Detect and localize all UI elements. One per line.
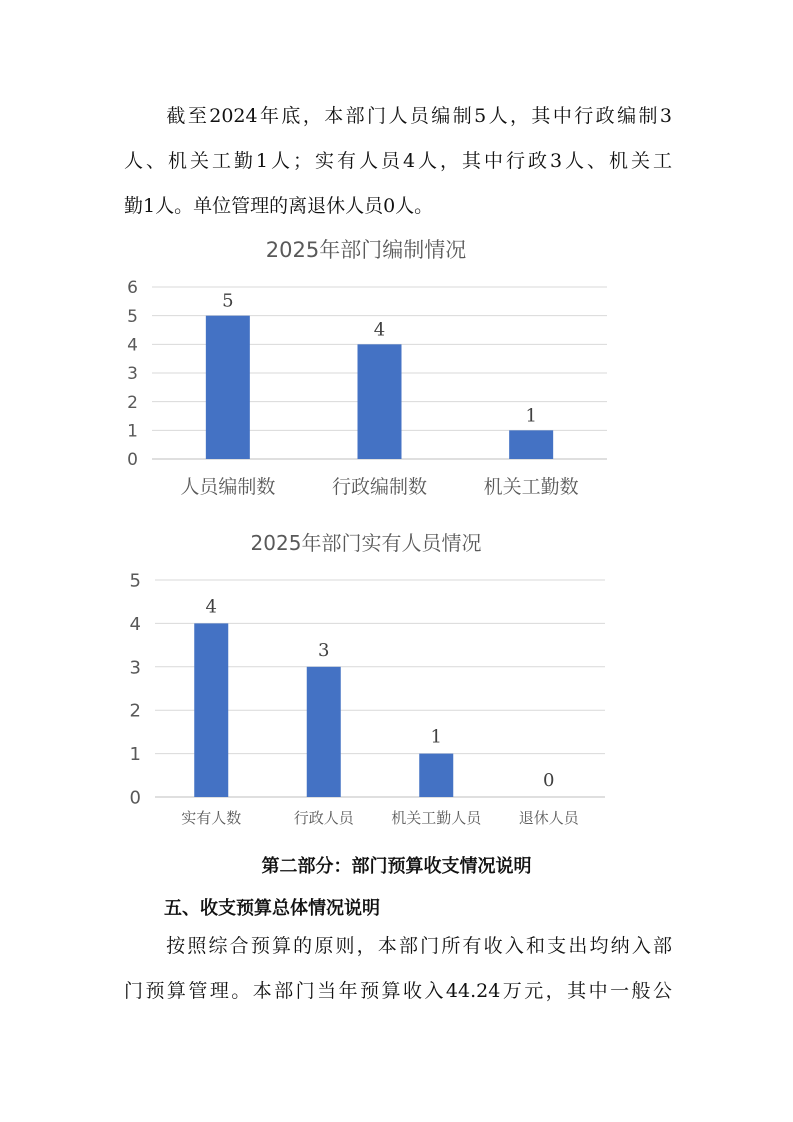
- chart-title: 2025年部门编制情况: [265, 238, 467, 262]
- intro-line-3: 勤1人。单位管理的离退休人员0人。: [124, 195, 434, 217]
- y-tick-label: 2: [129, 700, 141, 722]
- body-line-2: 门预算管理。本部门当年预算收入44.24万元，其中一般公: [124, 980, 672, 1002]
- y-tick-label: 5: [127, 306, 138, 327]
- x-tick-label: 行政编制数: [331, 476, 428, 498]
- bar: [509, 430, 553, 459]
- intro-line-1: 截至2024年底，本部门人员编制5人，其中行政编制3: [164, 105, 672, 127]
- bar: [206, 316, 250, 459]
- chart-title: 2025年部门实有人员情况: [250, 531, 482, 555]
- data-label: 3: [318, 639, 330, 661]
- bar: [358, 344, 402, 459]
- bar: [419, 754, 453, 797]
- subsection-heading: 五、收支预算总体情况说明: [164, 898, 380, 919]
- x-tick-label: 机关工勤人员: [391, 809, 482, 827]
- y-tick-label: 3: [127, 364, 138, 385]
- x-tick-label: 行政人员: [293, 809, 354, 827]
- body-line-1: 按照综合预算的原则，本部门所有收入和支出均纳入部: [164, 935, 672, 957]
- y-tick-label: 1: [129, 744, 141, 766]
- x-tick-label: 机关工勤数: [483, 476, 579, 498]
- y-tick-label: 2: [127, 392, 138, 413]
- intro-line-2: 人、机关工勤1人；实有人员4人，其中行政3人、机关工: [124, 150, 672, 172]
- data-label: 1: [525, 405, 537, 427]
- data-label: 4: [373, 319, 386, 341]
- x-tick-label: 人员编制数: [180, 476, 276, 498]
- y-tick-label: 4: [127, 335, 138, 356]
- x-tick-label: 实有人数: [181, 809, 242, 827]
- y-tick-label: 5: [129, 570, 141, 592]
- bar: [307, 667, 341, 797]
- data-label: 1: [430, 726, 442, 748]
- data-label: 4: [205, 596, 217, 618]
- y-tick-label: 1: [127, 421, 138, 442]
- bar: [194, 623, 228, 797]
- x-tick-label: 退休人员: [518, 809, 579, 827]
- y-tick-label: 6: [127, 278, 138, 299]
- y-tick-label: 0: [129, 787, 141, 809]
- section-heading: 第二部分：部门预算收支情况说明: [261, 856, 532, 877]
- y-tick-label: 0: [127, 450, 138, 471]
- data-label: 5: [222, 290, 234, 312]
- data-label: 0: [543, 770, 555, 791]
- y-tick-label: 4: [129, 613, 141, 635]
- actual-staff-chart: [0, 520, 793, 840]
- y-tick-label: 3: [129, 657, 141, 679]
